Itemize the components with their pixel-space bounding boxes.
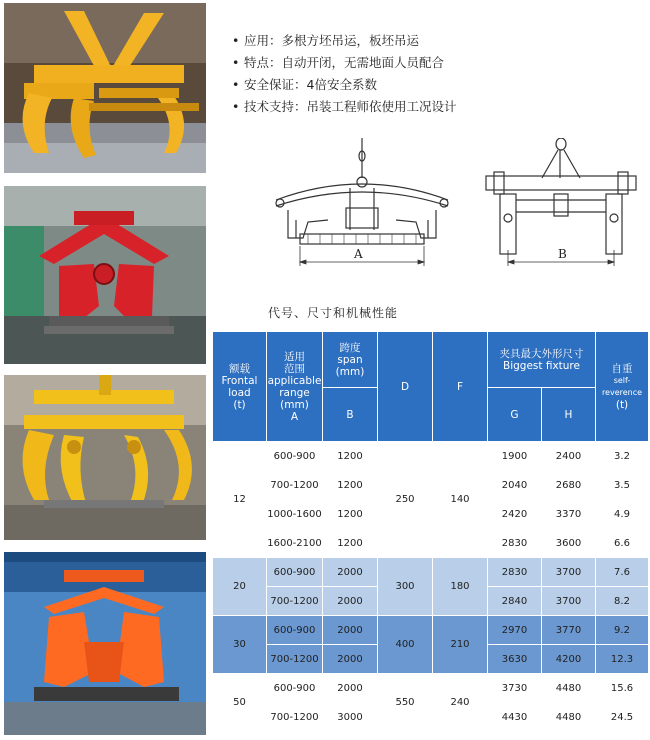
feature-characteristics: • 特点：自动开闭，无需地面人员配合 (232, 55, 445, 70)
cell-weight: 3.5 (596, 471, 649, 500)
cell-span: 1200 (323, 500, 378, 529)
header-span-b: B (323, 388, 378, 442)
cell-weight: 7.6 (596, 558, 649, 587)
cell-g: 3730 (488, 674, 542, 703)
cell-h: 3700 (542, 558, 596, 587)
photo-orange-tongs-blue-crane (4, 552, 206, 735)
cell-weight: 12.3 (596, 645, 649, 674)
cell-load: 12 (213, 442, 267, 558)
cell-span: 1200 (323, 471, 378, 500)
header-load: 额载 Frontal load (t) (213, 332, 267, 442)
cell-g: 2420 (488, 500, 542, 529)
cell-span: 2000 (323, 674, 378, 703)
cell-span: 2000 (323, 587, 378, 616)
table-row (213, 558, 649, 587)
cell-f: 240 (433, 674, 488, 732)
cell-weight: 3.2 (596, 442, 649, 471)
header-f: F (433, 332, 488, 442)
header-g: G (488, 388, 542, 442)
cell-h: 4200 (542, 645, 596, 674)
cell-range: 600-900 (267, 616, 323, 645)
diagram-side-view (268, 138, 458, 268)
cell-span: 3000 (323, 703, 378, 732)
cell-g: 1900 (488, 442, 542, 471)
cell-span: 2000 (323, 645, 378, 674)
cell-h: 2400 (542, 442, 596, 471)
table-row (213, 442, 649, 471)
cell-h: 3700 (542, 587, 596, 616)
cell-g: 2040 (488, 471, 542, 500)
cell-load: 30 (213, 616, 267, 674)
cell-range: 1600-2100 (267, 529, 323, 558)
cell-h: 3600 (542, 529, 596, 558)
cell-span: 1200 (323, 442, 378, 471)
cell-range: 700-1200 (267, 471, 323, 500)
table-caption: 代号、尺寸和机械性能 (268, 306, 399, 320)
cell-h: 4480 (542, 703, 596, 732)
cell-d: 300 (378, 558, 433, 616)
header-weight: 自重 self-reverence (t) (596, 332, 649, 442)
cell-h: 2680 (542, 471, 596, 500)
cell-range: 1000-1600 (267, 500, 323, 529)
cell-load: 50 (213, 674, 267, 732)
cell-g: 3630 (488, 645, 542, 674)
photo-yellow-tongs-factory (4, 3, 206, 173)
diagram-front-view (480, 138, 642, 268)
spec-table (212, 331, 649, 732)
cell-h: 3370 (542, 500, 596, 529)
cell-f: 210 (433, 616, 488, 674)
cell-weight: 8.2 (596, 587, 649, 616)
cell-weight: 4.9 (596, 500, 649, 529)
cell-f: 180 (433, 558, 488, 616)
cell-f: 140 (433, 442, 488, 558)
cell-d: 400 (378, 616, 433, 674)
feature-list (232, 30, 642, 118)
cell-weight: 6.6 (596, 529, 649, 558)
table-row (213, 674, 649, 703)
cell-g: 2970 (488, 616, 542, 645)
cell-range: 600-900 (267, 558, 323, 587)
photo-yellow-tongs-outdoor (4, 375, 206, 540)
cell-h: 3770 (542, 616, 596, 645)
cell-weight: 24.5 (596, 703, 649, 732)
cell-d: 550 (378, 674, 433, 732)
cell-d: 250 (378, 442, 433, 558)
cell-range: 700-1200 (267, 703, 323, 732)
header-h: H (542, 388, 596, 442)
dimension-label-b: B (558, 247, 567, 261)
cell-range: 600-900 (267, 442, 323, 471)
cell-g: 4430 (488, 703, 542, 732)
header-span: 跨度 span (mm) (323, 332, 378, 388)
feature-safety: • 安全保证：4倍安全系数 (232, 77, 377, 92)
photo-red-tongs-slabs (4, 186, 206, 364)
cell-span: 2000 (323, 616, 378, 645)
cell-range: 700-1200 (267, 645, 323, 674)
header-d: D (378, 332, 433, 442)
cell-span: 2000 (323, 558, 378, 587)
cell-weight: 9.2 (596, 616, 649, 645)
cell-range: 600-900 (267, 674, 323, 703)
header-range: 适用 范围 applicable range (mm) A (267, 332, 323, 442)
cell-range: 700-1200 (267, 587, 323, 616)
dimension-label-a: A (354, 247, 363, 261)
cell-h: 4480 (542, 674, 596, 703)
feature-support: • 技术支持：吊装工程师依使用工况设计 (232, 99, 457, 114)
cell-g: 2830 (488, 529, 542, 558)
cell-load: 20 (213, 558, 267, 616)
cell-g: 2830 (488, 558, 542, 587)
cell-weight: 15.6 (596, 674, 649, 703)
table-row (213, 616, 649, 645)
header-fixture: 夹具最大外形尺寸 Biggest fixture (488, 332, 596, 388)
cell-span: 1200 (323, 529, 378, 558)
feature-application: • 应用：多根方坯吊运，板坯吊运 (232, 33, 420, 48)
cell-g: 2840 (488, 587, 542, 616)
